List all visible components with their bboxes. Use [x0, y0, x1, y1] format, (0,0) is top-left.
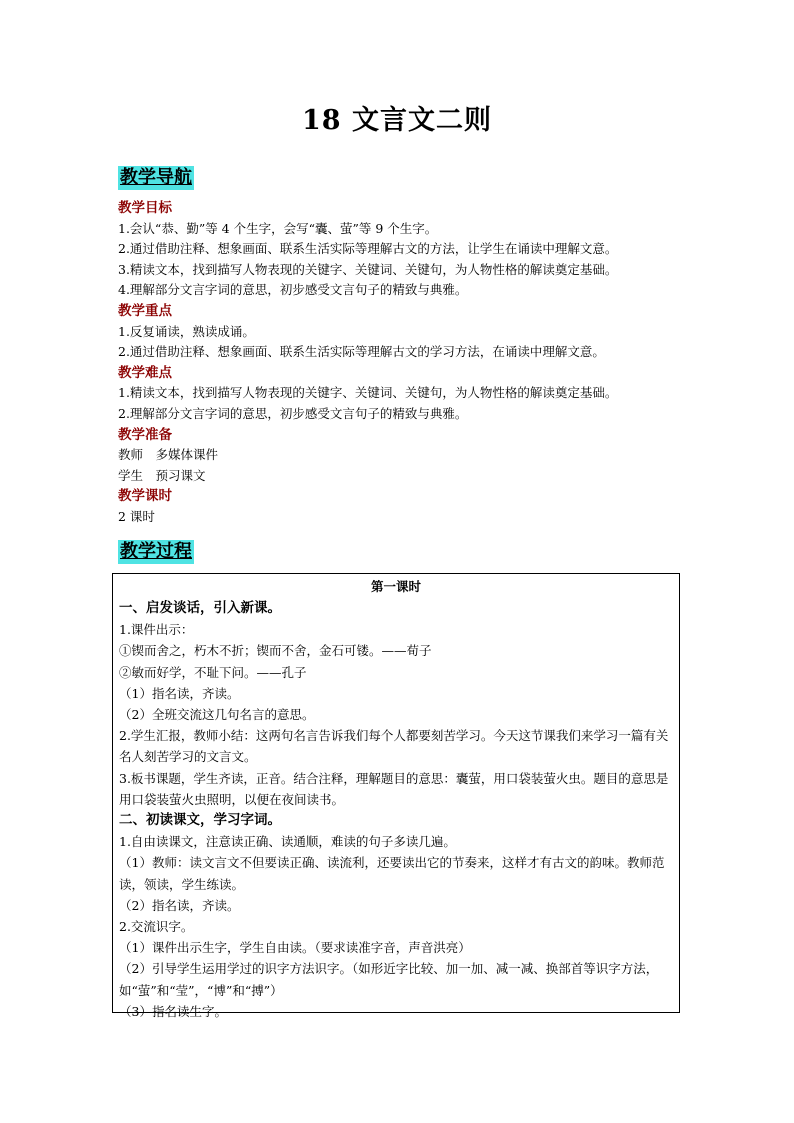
goal-item: 1.会认“恭、勤”等 4 个生字，会写“囊、萤”等 9 个生字。 [118, 220, 438, 236]
process-line: （2）引导学生运用学过的识字方法识字。（如形近字比较、加一加、减一减、换部首等识字方法，如“萤”和“莹”，“博”和“搏”） [119, 961, 659, 998]
preparation-item: 教师 多媒体课件 [118, 447, 219, 463]
process-table [112, 573, 680, 1019]
section-header-navigation: 教学导航 [120, 167, 192, 188]
difficulties-heading: 教学难点 [118, 364, 172, 381]
difficulty-item: 1.精读文本，找到描写人物表现的关键字、关键词、关键句，为人物性格的解读奠定基础。 [118, 385, 618, 401]
preparation-heading: 教学准备 [118, 426, 172, 443]
process-line: 3.板书课题，学生齐读，正音。结合注释，理解题目的意思：囊萤，用口袋装萤火虫。题目的意思是用口袋装萤火虫照明，以便在夜间读书。 [119, 770, 669, 807]
process-line: 2.学生汇报，教师小结：这两句名言告诉我们每个人都要刻苦学习。今天这节课我们来学习一篇有关名人刻苦学习的文言文。 [119, 728, 669, 765]
process-line: （1）课件出示生字，学生自由读。（要求读准字音，声音洪亮） [119, 940, 471, 956]
key-point-item: 1.反复诵读，熟读成诵。 [118, 323, 255, 339]
process-line: （2）指名读，齐读。 [119, 897, 240, 913]
difficulty-item: 2.理解部分文言字词的意思，初步感受文言句子的精致与典雅。 [118, 405, 468, 421]
goal-item: 2.通过借助注释、想象画面、联系生活实际等理解古文的方法，让学生在诵读中理解文意。 [118, 241, 618, 257]
process-line: （3）指名读生字。 [119, 1003, 227, 1019]
process-line: ②敏而好学，不耻下问。——孔子 [119, 664, 307, 680]
process-line: 1.自由读课文，注意读正确、读通顺，难读的句子多读几遍。 [119, 834, 456, 850]
section-header-process: 教学过程 [120, 541, 192, 562]
key-point-item: 2.通过借助注释、想象画面、联系生活实际等理解古文的学习方法，在诵读中理解文意。 [118, 344, 605, 360]
key-points-heading: 教学重点 [118, 302, 172, 319]
process-line: （2）全班交流这几句名言的意思。 [119, 707, 315, 723]
goals-heading: 教学目标 [118, 200, 172, 216]
teaching-navigation [118, 198, 698, 528]
periods-item: 2 课时 [118, 508, 155, 524]
periods-heading: 教学课时 [118, 488, 172, 505]
goal-item: 3.精读文本，找到描写人物表现的关键字、关键词、关键句，为人物性格的解读奠定基础。 [118, 261, 618, 277]
process-line: （1）指名读，齐读。 [119, 685, 240, 701]
part-heading: 一、启发谈话，引入新课。 [119, 600, 281, 616]
goal-item: 4.理解部分文言字词的意思，初步感受文言句子的精致与典雅。 [118, 282, 468, 298]
lesson-title: 第一课时 [370, 579, 421, 594]
process-line: 1.课件出示： [119, 622, 194, 638]
part-heading: 二、初读课文，学习字词。 [119, 812, 281, 829]
process-line: ①锲而舍之，朽木不折；锲而不舍，金石可镂。——荀子 [119, 643, 432, 659]
preparation-item: 学生 预习课文 [118, 467, 206, 483]
page-title: 18 文言文二则 [302, 105, 492, 136]
process-line: 2.交流识字。 [119, 919, 194, 935]
process-line: （1）教师：读文言文不但要读正确、读流利，还要读出它的节奏来，这样才有古文的韵味。教师范读，领读，学生练读。 [119, 855, 665, 892]
